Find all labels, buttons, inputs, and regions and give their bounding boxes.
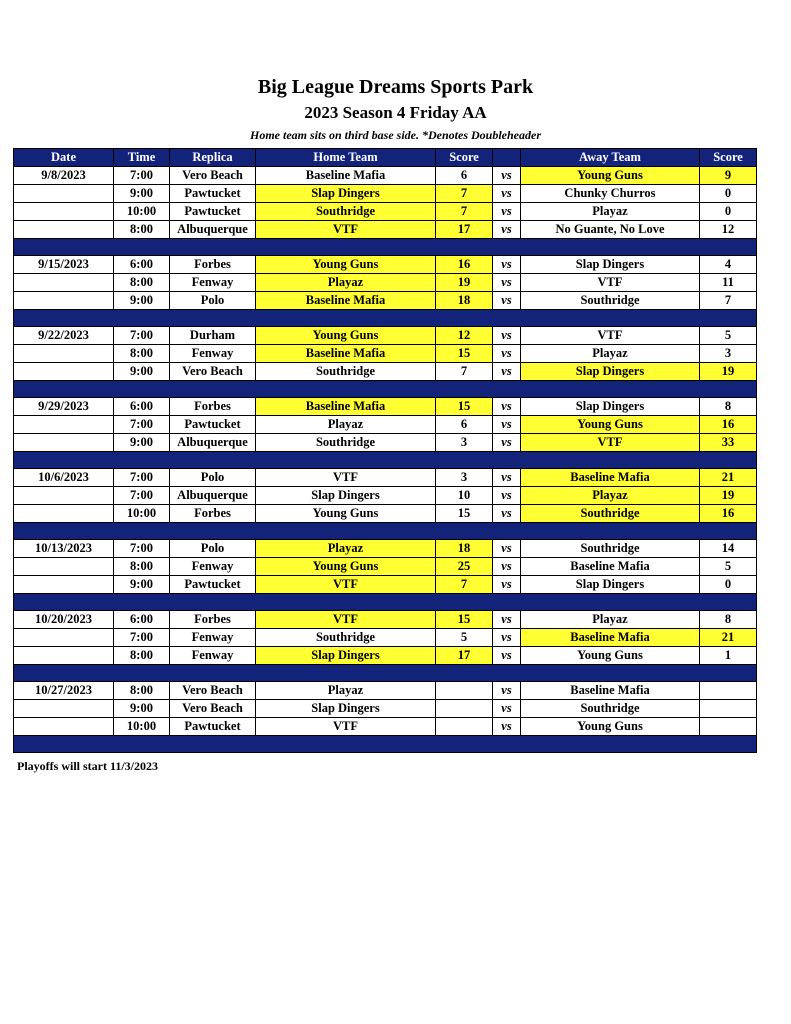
away-team-cell: Chunky Churros xyxy=(521,185,700,203)
away-team-cell: Baseline Mafia xyxy=(521,469,700,487)
field-cell: Polo xyxy=(170,540,256,558)
away-team-cell: Playaz xyxy=(521,345,700,363)
date-cell xyxy=(14,700,114,718)
date-cell xyxy=(14,292,114,310)
field-cell: Albuquerque xyxy=(170,487,256,505)
home-team-cell: Slap Dingers xyxy=(256,647,436,665)
home-team-cell: VTF xyxy=(256,718,436,736)
separator-cell xyxy=(14,452,757,469)
away-team-cell: Slap Dingers xyxy=(521,363,700,381)
away-score-cell: 5 xyxy=(700,327,757,345)
game-row xyxy=(14,167,757,185)
home-team-cell: VTF xyxy=(256,469,436,487)
away-score-cell: 3 xyxy=(700,345,757,363)
week-separator xyxy=(14,310,757,327)
home-score-cell: 5 xyxy=(436,629,493,647)
date-cell xyxy=(14,718,114,736)
away-team-cell: Southridge xyxy=(521,540,700,558)
field-cell: Forbes xyxy=(170,256,256,274)
col-header-replica: Replica xyxy=(170,149,256,167)
field-cell: Fenway xyxy=(170,274,256,292)
field-cell: Vero Beach xyxy=(170,682,256,700)
away-score-cell: 11 xyxy=(700,274,757,292)
time-cell: 7:00 xyxy=(114,487,170,505)
game-row xyxy=(14,611,757,629)
field-cell: Pawtucket xyxy=(170,416,256,434)
home-team-cell: Southridge xyxy=(256,203,436,221)
time-cell: 8:00 xyxy=(114,345,170,363)
away-score-cell: 8 xyxy=(700,398,757,416)
week-separator xyxy=(14,736,757,753)
game-row xyxy=(14,398,757,416)
date-cell xyxy=(14,185,114,203)
col-header-away-team: Away Team xyxy=(521,149,700,167)
vs-cell: vs xyxy=(493,398,521,416)
home-team-cell: Playaz xyxy=(256,274,436,292)
away-score-cell: 16 xyxy=(700,505,757,523)
separator-cell xyxy=(14,594,757,611)
schedule-body xyxy=(14,167,757,753)
home-team-cell: Young Guns xyxy=(256,558,436,576)
col-header-home-team: Home Team xyxy=(256,149,436,167)
home-score-cell xyxy=(436,718,493,736)
time-cell: 9:00 xyxy=(114,185,170,203)
header-row xyxy=(14,149,757,167)
separator-cell xyxy=(14,736,757,753)
away-team-cell: Southridge xyxy=(521,292,700,310)
date-cell xyxy=(14,629,114,647)
away-score-cell: 1 xyxy=(700,647,757,665)
field-cell: Albuquerque xyxy=(170,221,256,239)
vs-cell: vs xyxy=(493,629,521,647)
home-score-cell: 6 xyxy=(436,167,493,185)
home-team-cell: VTF xyxy=(256,221,436,239)
home-team-cell: Southridge xyxy=(256,363,436,381)
away-team-cell: Slap Dingers xyxy=(521,256,700,274)
away-score-cell: 21 xyxy=(700,629,757,647)
col-header-time: Time xyxy=(114,149,170,167)
home-score-cell: 16 xyxy=(436,256,493,274)
week-separator xyxy=(14,594,757,611)
field-cell: Forbes xyxy=(170,398,256,416)
away-score-cell xyxy=(700,700,757,718)
time-cell: 9:00 xyxy=(114,576,170,594)
field-cell: Vero Beach xyxy=(170,363,256,381)
home-score-cell: 15 xyxy=(436,345,493,363)
time-cell: 9:00 xyxy=(114,292,170,310)
game-row xyxy=(14,327,757,345)
time-cell: 9:00 xyxy=(114,363,170,381)
away-team-cell: Slap Dingers xyxy=(521,576,700,594)
vs-cell: vs xyxy=(493,345,521,363)
game-row xyxy=(14,434,757,452)
time-cell: 9:00 xyxy=(114,434,170,452)
home-score-cell: 12 xyxy=(436,327,493,345)
date-cell: 10/27/2023 xyxy=(14,682,114,700)
game-row xyxy=(14,682,757,700)
date-cell xyxy=(14,221,114,239)
vs-cell: vs xyxy=(493,647,521,665)
page-subtitle: 2023 Season 4 Friday AA xyxy=(304,103,487,122)
vs-cell: vs xyxy=(493,700,521,718)
col-header-vs xyxy=(493,149,521,167)
away-team-cell: Young Guns xyxy=(521,718,700,736)
game-row xyxy=(14,505,757,523)
game-row xyxy=(14,558,757,576)
game-row xyxy=(14,416,757,434)
away-score-cell xyxy=(700,682,757,700)
away-score-cell: 0 xyxy=(700,185,757,203)
col-header-home-score: Score xyxy=(436,149,493,167)
away-score-cell: 16 xyxy=(700,416,757,434)
home-score-cell: 15 xyxy=(436,505,493,523)
time-cell: 9:00 xyxy=(114,700,170,718)
time-cell: 7:00 xyxy=(114,469,170,487)
home-score-cell: 10 xyxy=(436,487,493,505)
away-score-cell: 19 xyxy=(700,363,757,381)
separator-cell xyxy=(14,523,757,540)
away-team-cell: VTF xyxy=(521,434,700,452)
date-cell xyxy=(14,203,114,221)
away-score-cell: 33 xyxy=(700,434,757,452)
time-cell: 8:00 xyxy=(114,221,170,239)
vs-cell: vs xyxy=(493,682,521,700)
date-cell xyxy=(14,274,114,292)
away-score-cell: 7 xyxy=(700,292,757,310)
date-cell xyxy=(14,434,114,452)
field-cell: Fenway xyxy=(170,647,256,665)
home-team-cell: Young Guns xyxy=(256,327,436,345)
game-row xyxy=(14,540,757,558)
vs-cell: vs xyxy=(493,469,521,487)
game-row xyxy=(14,487,757,505)
home-score-cell: 19 xyxy=(436,274,493,292)
field-cell: Fenway xyxy=(170,629,256,647)
game-row xyxy=(14,469,757,487)
date-cell: 9/22/2023 xyxy=(14,327,114,345)
home-score-cell xyxy=(436,682,493,700)
date-cell xyxy=(14,558,114,576)
date-cell xyxy=(14,416,114,434)
home-team-cell: Young Guns xyxy=(256,256,436,274)
away-score-cell: 9 xyxy=(700,167,757,185)
away-team-cell: Baseline Mafia xyxy=(521,682,700,700)
home-team-cell: Baseline Mafia xyxy=(256,398,436,416)
home-team-cell: Baseline Mafia xyxy=(256,345,436,363)
home-score-cell: 7 xyxy=(436,363,493,381)
away-team-cell: Baseline Mafia xyxy=(521,629,700,647)
away-team-cell: Playaz xyxy=(521,487,700,505)
field-cell: Albuquerque xyxy=(170,434,256,452)
home-team-cell: Baseline Mafia xyxy=(256,167,436,185)
away-score-cell: 19 xyxy=(700,487,757,505)
field-cell: Polo xyxy=(170,469,256,487)
date-cell: 9/8/2023 xyxy=(14,167,114,185)
date-cell xyxy=(14,345,114,363)
field-cell: Forbes xyxy=(170,611,256,629)
time-cell: 7:00 xyxy=(114,416,170,434)
date-cell: 9/15/2023 xyxy=(14,256,114,274)
vs-cell: vs xyxy=(493,292,521,310)
vs-cell: vs xyxy=(493,718,521,736)
game-row xyxy=(14,185,757,203)
week-separator xyxy=(14,381,757,398)
away-team-cell: VTF xyxy=(521,274,700,292)
time-cell: 7:00 xyxy=(114,327,170,345)
vs-cell: vs xyxy=(493,611,521,629)
home-score-cell: 25 xyxy=(436,558,493,576)
vs-cell: vs xyxy=(493,256,521,274)
field-cell: Polo xyxy=(170,292,256,310)
game-row xyxy=(14,700,757,718)
home-team-cell: Slap Dingers xyxy=(256,487,436,505)
home-team-cell: Southridge xyxy=(256,629,436,647)
home-team-cell: Young Guns xyxy=(256,505,436,523)
game-row xyxy=(14,629,757,647)
time-cell: 10:00 xyxy=(114,718,170,736)
home-team-cell: Slap Dingers xyxy=(256,185,436,203)
home-score-cell: 15 xyxy=(436,398,493,416)
date-cell: 10/6/2023 xyxy=(14,469,114,487)
field-cell: Forbes xyxy=(170,505,256,523)
game-row xyxy=(14,256,757,274)
game-row xyxy=(14,363,757,381)
week-separator xyxy=(14,665,757,682)
separator-cell xyxy=(14,310,757,327)
vs-cell: vs xyxy=(493,416,521,434)
vs-cell: vs xyxy=(493,327,521,345)
time-cell: 7:00 xyxy=(114,167,170,185)
game-row xyxy=(14,203,757,221)
home-team-cell: Southridge xyxy=(256,434,436,452)
game-row xyxy=(14,221,757,239)
field-cell: Pawtucket xyxy=(170,718,256,736)
time-cell: 10:00 xyxy=(114,505,170,523)
away-score-cell: 14 xyxy=(700,540,757,558)
field-cell: Fenway xyxy=(170,558,256,576)
field-cell: Pawtucket xyxy=(170,185,256,203)
vs-cell: vs xyxy=(493,576,521,594)
home-score-cell: 18 xyxy=(436,540,493,558)
home-team-cell: VTF xyxy=(256,611,436,629)
home-score-cell: 18 xyxy=(436,292,493,310)
away-team-cell: Southridge xyxy=(521,505,700,523)
home-team-cell: VTF xyxy=(256,576,436,594)
home-score-cell: 17 xyxy=(436,221,493,239)
game-row xyxy=(14,647,757,665)
game-row xyxy=(14,718,757,736)
vs-cell: vs xyxy=(493,434,521,452)
page-title: Big League Dreams Sports Park xyxy=(257,76,534,98)
time-cell: 8:00 xyxy=(114,647,170,665)
page-note: Home team sits on third base side. *Denotes Doubleheader xyxy=(250,128,541,142)
time-cell: 7:00 xyxy=(114,540,170,558)
home-score-cell: 15 xyxy=(436,611,493,629)
away-team-cell: Playaz xyxy=(521,203,700,221)
time-cell: 8:00 xyxy=(114,274,170,292)
home-team-cell: Playaz xyxy=(256,682,436,700)
week-separator xyxy=(14,452,757,469)
away-score-cell: 0 xyxy=(700,576,757,594)
away-team-cell: No Guante, No Love xyxy=(521,221,700,239)
time-cell: 8:00 xyxy=(114,682,170,700)
vs-cell: vs xyxy=(493,487,521,505)
vs-cell: vs xyxy=(493,221,521,239)
home-score-cell: 7 xyxy=(436,185,493,203)
date-cell: 10/20/2023 xyxy=(14,611,114,629)
game-row xyxy=(14,292,757,310)
away-score-cell: 5 xyxy=(700,558,757,576)
vs-cell: vs xyxy=(493,505,521,523)
separator-cell xyxy=(14,381,757,398)
home-score-cell: 3 xyxy=(436,434,493,452)
home-team-cell: Slap Dingers xyxy=(256,700,436,718)
away-team-cell: Slap Dingers xyxy=(521,398,700,416)
home-score-cell xyxy=(436,700,493,718)
vs-cell: vs xyxy=(493,558,521,576)
time-cell: 6:00 xyxy=(114,611,170,629)
field-cell: Vero Beach xyxy=(170,700,256,718)
vs-cell: vs xyxy=(493,363,521,381)
away-score-cell: 21 xyxy=(700,469,757,487)
away-team-cell: VTF xyxy=(521,327,700,345)
time-cell: 6:00 xyxy=(114,256,170,274)
away-team-cell: Young Guns xyxy=(521,167,700,185)
separator-cell xyxy=(14,239,757,256)
home-score-cell: 17 xyxy=(436,647,493,665)
date-cell xyxy=(14,487,114,505)
week-separator xyxy=(14,239,757,256)
separator-cell xyxy=(14,665,757,682)
away-team-cell: Playaz xyxy=(521,611,700,629)
col-header-away-score: Score xyxy=(700,149,757,167)
vs-cell: vs xyxy=(493,185,521,203)
field-cell: Vero Beach xyxy=(170,167,256,185)
home-team-cell: Playaz xyxy=(256,540,436,558)
time-cell: 10:00 xyxy=(114,203,170,221)
date-cell xyxy=(14,505,114,523)
home-score-cell: 6 xyxy=(436,416,493,434)
game-row xyxy=(14,576,757,594)
away-team-cell: Baseline Mafia xyxy=(521,558,700,576)
time-cell: 8:00 xyxy=(114,558,170,576)
field-cell: Durham xyxy=(170,327,256,345)
date-cell: 9/29/2023 xyxy=(14,398,114,416)
date-cell xyxy=(14,363,114,381)
away-team-cell: Young Guns xyxy=(521,416,700,434)
away-team-cell: Young Guns xyxy=(521,647,700,665)
col-header-date: Date xyxy=(14,149,114,167)
week-separator xyxy=(14,523,757,540)
away-score-cell xyxy=(700,718,757,736)
date-cell xyxy=(14,647,114,665)
date-cell: 10/13/2023 xyxy=(14,540,114,558)
away-score-cell: 8 xyxy=(700,611,757,629)
vs-cell: vs xyxy=(493,274,521,292)
away-score-cell: 0 xyxy=(700,203,757,221)
away-team-cell: Southridge xyxy=(521,700,700,718)
field-cell: Pawtucket xyxy=(170,576,256,594)
away-score-cell: 4 xyxy=(700,256,757,274)
time-cell: 7:00 xyxy=(114,629,170,647)
away-score-cell: 12 xyxy=(700,221,757,239)
field-cell: Pawtucket xyxy=(170,203,256,221)
home-score-cell: 7 xyxy=(436,203,493,221)
home-team-cell: Playaz xyxy=(256,416,436,434)
date-cell xyxy=(14,576,114,594)
game-row xyxy=(14,274,757,292)
home-score-cell: 3 xyxy=(436,469,493,487)
playoffs-note: Playoffs will start 11/3/2023 xyxy=(17,759,158,773)
time-cell: 6:00 xyxy=(114,398,170,416)
home-score-cell: 7 xyxy=(436,576,493,594)
field-cell: Fenway xyxy=(170,345,256,363)
home-team-cell: Baseline Mafia xyxy=(256,292,436,310)
schedule-table xyxy=(13,148,757,753)
vs-cell: vs xyxy=(493,167,521,185)
vs-cell: vs xyxy=(493,203,521,221)
game-row xyxy=(14,345,757,363)
vs-cell: vs xyxy=(493,540,521,558)
